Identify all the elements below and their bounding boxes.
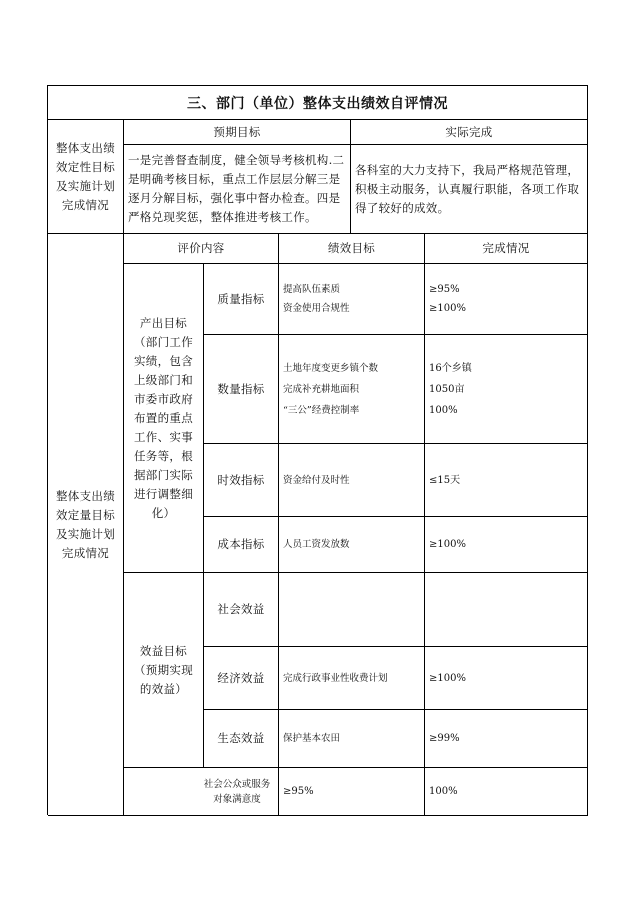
indicator-target-item: 土地年度变更乡镇个数 — [283, 362, 379, 374]
indicator-results — [425, 647, 588, 710]
indicator-result-item: ≤15天 — [429, 474, 461, 486]
actual-header: 实际完成 — [351, 120, 588, 145]
indicator-result-item: 100% — [429, 404, 458, 416]
satisfaction-target: ≥95% — [279, 768, 425, 816]
indicator-target-item: 资金给付及时性 — [283, 474, 350, 486]
indicator-target-item: 资金使用合规性 — [283, 303, 350, 314]
result-header: 完成情况 — [425, 234, 588, 264]
indicator-target-item: 人员工资发放数 — [283, 539, 350, 550]
indicator-targets — [279, 647, 425, 710]
indicator-results — [425, 335, 588, 444]
indicator-name: 经济效益 — [204, 647, 279, 710]
indicator-target-item: 保护基本农田 — [283, 733, 341, 744]
indicator-name: 质量指标 — [204, 264, 279, 335]
qualitative-label-text: 整体支出绩效定性目标及实施计划完成情况 — [56, 140, 115, 212]
indicator-target-item: “三公”经费控制率 — [283, 404, 360, 416]
indicator-results — [425, 573, 588, 647]
benefit-label: 效益目标（预期实现的效益） — [124, 573, 204, 768]
indicator-targets — [279, 264, 425, 335]
target-header: 绩效目标 — [279, 234, 425, 264]
indicator-results — [425, 710, 588, 768]
indicator-targets — [279, 573, 425, 647]
indicator-target-item: 完成补充耕地面积 — [283, 383, 360, 395]
indicator-name: 生态效益 — [204, 710, 279, 768]
expected-text: 一是完善督查制度，健全领导考核机构.二是明确考核目标，重点工作层层分解三是逐月分解目标，强化事中督办检查。四是严格兑现奖惩，整体推进考核工作。 — [124, 145, 351, 234]
indicator-targets — [279, 517, 425, 573]
indicator-target-item: 完成行政事业性收费计划 — [283, 672, 388, 684]
satisfaction-name-text: 社会公众或服务对象满意度 — [203, 778, 271, 805]
actual-text: 各科室的大力支持下，我局严格规范管理，积极主动服务，认真履行职能，各项工作取得了较好的成效。 — [351, 145, 588, 234]
indicator-result-item: 16个乡镇 — [429, 362, 472, 374]
indicator-result-item: ≥95% — [429, 284, 460, 295]
content-header: 评价内容 — [124, 234, 279, 264]
satisfaction-result: 100% — [425, 768, 588, 816]
indicator-results — [425, 517, 588, 573]
indicator-targets — [279, 335, 425, 444]
indicator-target-item: 提高队伍素质 — [283, 284, 341, 295]
expected-header: 预期目标 — [124, 120, 351, 145]
output-label: 产出目标（部门工作实绩，包含上级部门和市委市政府布置的重点工作、实事任务等，根据部门实际进行调整细化） — [124, 264, 204, 573]
indicator-targets — [279, 444, 425, 517]
indicator-targets — [279, 710, 425, 768]
indicator-results — [425, 264, 588, 335]
indicator-name: 时效指标 — [204, 444, 279, 517]
indicator-result-item: ≥100% — [429, 672, 466, 684]
indicator-result-item: 1050亩 — [429, 383, 465, 395]
indicator-result-item: ≥100% — [429, 303, 466, 314]
table-frame — [47, 85, 588, 815]
qualitative-label — [48, 120, 124, 234]
indicator-result-item: ≥100% — [429, 539, 466, 550]
indicator-name: 成本指标 — [204, 517, 279, 573]
indicator-name: 数量指标 — [204, 335, 279, 444]
quantitative-label: 整体支出绩效定量目标及实施计划完成情况 — [48, 234, 124, 816]
indicator-name: 社会效益 — [204, 573, 279, 647]
table-title: 三、部门（单位）整体支出绩效自评情况 — [48, 86, 588, 120]
indicator-results — [425, 444, 588, 517]
satisfaction-name — [124, 768, 279, 816]
indicator-result-item: ≥99% — [429, 733, 460, 744]
